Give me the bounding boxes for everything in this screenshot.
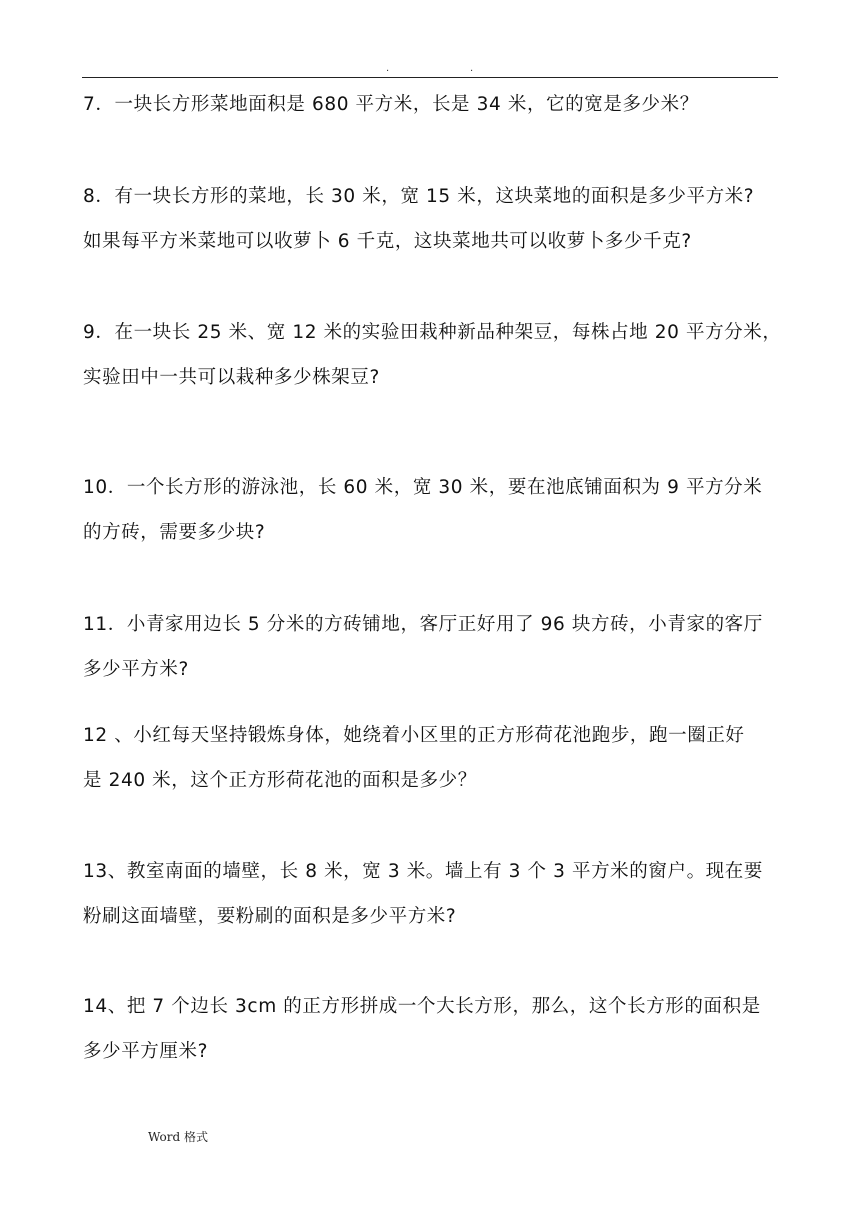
problem-7 [83, 82, 783, 127]
problem-line: 多少平方厘米? [83, 1041, 209, 1062]
header-dot-right: . [470, 63, 474, 74]
problem-line: 13、教室南面的墙壁，长 8 米，宽 3 米。墙上有 3 个 3 平方米的窗户。现在要 [83, 861, 763, 882]
problem-line: 14、把 7 个边长 3cm 的正方形拼成一个大长方形，那么，这个长方形的面积是 [83, 996, 761, 1017]
footer-label: Word 格式 [148, 1130, 208, 1144]
problem-line: 实验田中一共可以栽种多少株架豆? [83, 367, 380, 388]
problem-14 [83, 984, 783, 1074]
problem-line: 是 240 米，这个正方形荷花池的面积是多少？ [83, 770, 477, 791]
problem-9 [83, 310, 783, 400]
problem-11 [83, 602, 783, 692]
problem-line: 如果每平方米菜地可以收萝卜 6 千克，这块菜地共可以收萝卜多少千克? [83, 231, 692, 252]
problem-line: 多少平方米? [83, 659, 189, 680]
problem-13 [83, 849, 783, 939]
problem-8 [83, 174, 783, 264]
problem-line: 粉刷这面墙壁，要粉刷的面积是多少平方米? [83, 906, 457, 927]
problem-10 [83, 465, 783, 555]
problem-line: 9．在一块长 25 米、宽 12 米的实验田栽种新品种架豆，每株占地 20 平方分米， [83, 322, 782, 343]
problem-line: 8．有一块长方形的菜地，长 30 米，宽 15 米，这块菜地的面积是多少平方米? [83, 186, 755, 207]
problem-12 [83, 713, 783, 803]
header-dot-left: . [386, 63, 390, 74]
problem-line: 12 、小红每天坚持锻炼身体，她绕着小区里的正方形荷花池跑步，跑一圈正好 [83, 725, 745, 746]
problem-line: 的方砖，需要多少块? [83, 522, 266, 543]
problem-line: 10．一个长方形的游泳池，长 60 米，宽 30 米，要在池底铺面积为 9 平方分米 [83, 477, 763, 498]
problem-line: 11．小青家用边长 5 分米的方砖铺地，客厅正好用了 96 块方砖，小青家的客厅 [83, 614, 763, 635]
problem-line: 7．一块长方形菜地面积是 680 平方米，长是 34 米，它的宽是多少米？ [83, 94, 699, 115]
header-rule [82, 77, 778, 78]
